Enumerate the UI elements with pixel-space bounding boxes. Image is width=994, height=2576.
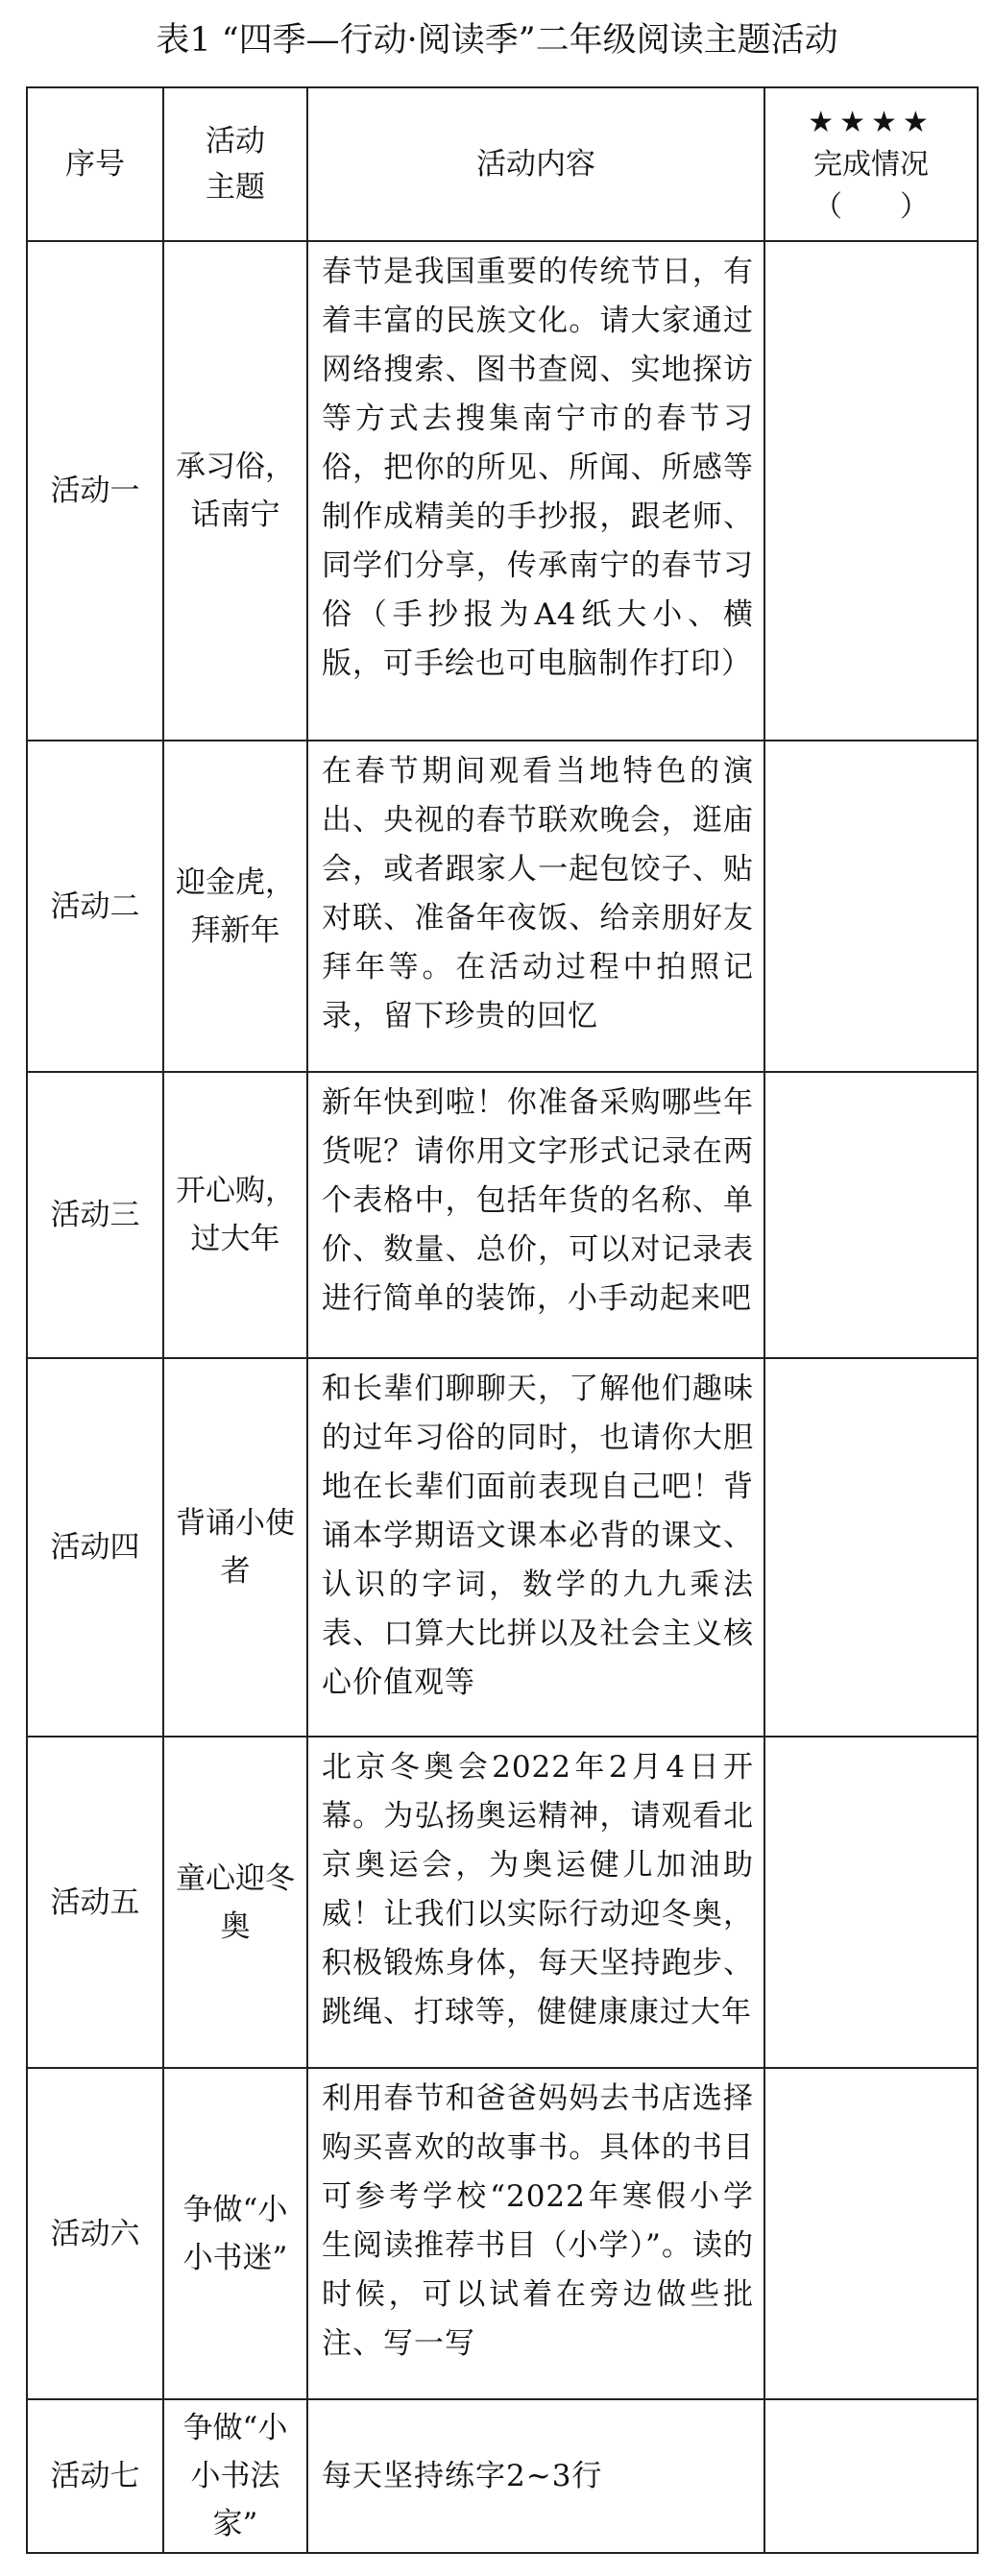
table-row	[27, 1358, 978, 1737]
header-topic	[163, 87, 307, 241]
header-no: 序号	[27, 87, 163, 241]
header-status-label: 完成情况	[813, 148, 929, 182]
row-no: 活动四	[27, 1358, 163, 1737]
table-row	[27, 2068, 978, 2399]
row-no: 活动二	[27, 741, 163, 1072]
row-content: 每天坚持练字2~3行	[307, 2399, 764, 2553]
header-content: 活动内容	[307, 87, 764, 241]
row-no: 活动七	[27, 2399, 163, 2553]
star-rating-icons: ★★★★	[808, 106, 934, 139]
header-topic-label: 活动主题	[206, 124, 265, 205]
row-content: 春节是我国重要的传统节日，有着丰富的民族文化。请大家通过网络搜索、图书查阅、实地探访等方式去搜集南宁市的春节习俗，把你的所见、所闻、所感等制作成精美的手抄报，跟老师、同学们分享，传承南宁的春节习俗（手抄报为A4纸大小、横版，可手绘也可电脑制作打印）	[307, 241, 764, 741]
table-row	[27, 741, 978, 1072]
row-status-cell[interactable]	[764, 2399, 978, 2553]
row-content: 和长辈们聊聊天，了解他们趣味的过年习俗的同时，也请你大胆地在长辈们面前表现自己吧！背诵本学期语文课本必背的课文、认识的字词，数学的九九乘法表、口算大比拼以及社会主义核心价值观等	[307, 1358, 764, 1737]
row-content: 在春节期间观看当地特色的演出、央视的春节联欢晚会，逛庙会，或者跟家人一起包饺子、贴对联、准备年夜饭、给亲朋好友拜年等。在活动过程中拍照记录，留下珍贵的回忆	[307, 741, 764, 1072]
row-topic: 童心迎冬奥	[163, 1737, 307, 2068]
row-topic: 争做“小小书法家”	[163, 2399, 307, 2553]
row-topic: 开心购，过大年	[163, 1072, 307, 1358]
row-status-cell[interactable]	[764, 741, 978, 1072]
row-topic: 迎金虎，拜新年	[163, 741, 307, 1072]
row-status-cell[interactable]	[764, 2068, 978, 2399]
row-status-cell[interactable]	[764, 1072, 978, 1358]
row-content: 北京冬奥会2022年2月4日开幕。为弘扬奥运精神，请观看北京奥运会，为奥运健儿加油助威！让我们以实际行动迎冬奥，积极锻炼身体，每天坚持跑步、跳绳、打球等，健健康康过大年	[307, 1737, 764, 2068]
table-row	[27, 1737, 978, 2068]
row-no: 活动一	[27, 241, 163, 741]
row-content: 利用春节和爸爸妈妈去书店选择购买喜欢的故事书。具体的书目可参考学校“2022年寒假小学生阅读推荐书目（小学）”。读的时候，可以试着在旁边做些批注、写一写	[307, 2068, 764, 2399]
table-caption: 表1 “四季—行动·阅读季”二年级阅读主题活动	[156, 21, 838, 60]
header-status	[764, 87, 978, 241]
table-row	[27, 1072, 978, 1358]
header-status-blank: （ ）	[813, 190, 929, 224]
row-topic: 争做“小小书迷”	[163, 2068, 307, 2399]
row-content: 新年快到啦！你准备采购哪些年货呢？请你用文字形式记录在两个表格中，包括年货的名称、单价、数量、总价，可以对记录表进行简单的装饰，小手动起来吧	[307, 1072, 764, 1358]
row-no: 活动三	[27, 1072, 163, 1358]
row-no: 活动六	[27, 2068, 163, 2399]
row-topic: 背诵小使者	[163, 1358, 307, 1737]
activity-table	[26, 86, 979, 2554]
header-row	[27, 87, 978, 241]
row-no: 活动五	[27, 1737, 163, 2068]
table-row	[27, 2399, 978, 2553]
table-row	[27, 241, 978, 741]
row-topic: 承习俗，话南宁	[163, 241, 307, 741]
row-status-cell[interactable]	[764, 1737, 978, 2068]
row-status-cell[interactable]	[764, 241, 978, 741]
row-status-cell[interactable]	[764, 1358, 978, 1737]
